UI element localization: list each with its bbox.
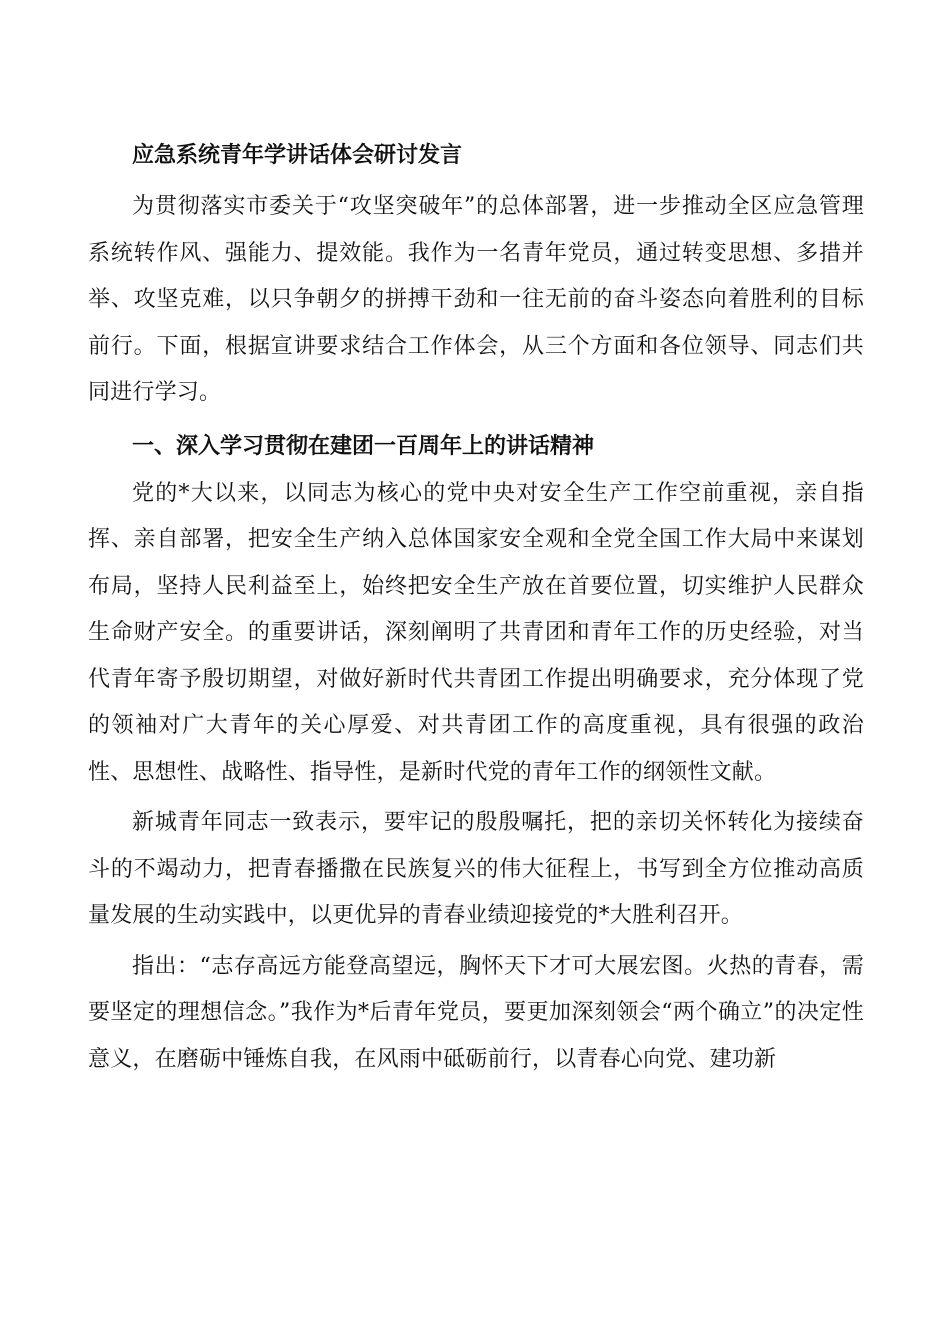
intro-paragraph: 为贯彻落实市委关于“攻坚突破年”的总体部署，进一步推动全区应急管理系统转作风、强能力、提效能。我作为一名青年党员，通过转变思想、多措并举、攻坚克难，以只争朝夕的拼搏干劲和一往无前的奋斗姿态向着胜利的目标前行。下面，根据宣讲要求结合工作体会，从三个方面和各位领导、同志们共同进行学习。 xyxy=(88,194,864,405)
body-paragraph: 新城青年同志一致表示，要牢记的殷殷嘱托，把的亲切关怀转化为接续奋斗的不竭动力，把青春播撒在民族复兴的伟大征程上，书写到全方位推动高质量发展的生动实践中，以更优异的青春业绩迎接党的*大胜利召开。 xyxy=(88,810,864,928)
body-paragraph: 指出：“志存高远方能登高望远，胸怀天下才可大展宏图。火热的青春，需要坚定的理想信念。”我作为*后青年党员，要更加深刻领会“两个确立”的决定性意义，在磨砺中锤炼自我，在风雨中砥砺前行，以青春心向党、建功新 xyxy=(88,953,864,1072)
section-heading: 一、深入学习贯彻在建团一百周年上的讲话精神 xyxy=(132,432,595,459)
document-page xyxy=(88,130,864,1087)
document-title: 应急系统青年学讲话体会研讨发言 xyxy=(132,142,463,168)
body-paragraph: 党的*大以来，以同志为核心的党中央对安全生产工作空前重视，亲自指挥、亲自部署，把安全生产纳入总体国家安全观和全党全国工作大局中来谋划布局，坚持人民利益至上，始终把安全生产放在首要位置，切实维护人民群众生命财产安全。的重要讲话，深刻阐明了共青团和青年工作的历史经验，对当代青年寄予殷切期望，对做好新时代共青团工作提出明确要求，充分体现了党的领袖对广大青年的关心厚爱、对共青团工作的高度重视，具有很强的政治性、思想性、战略性、指导性，是新时代党的青年工作的纲领性文献。 xyxy=(88,480,864,785)
